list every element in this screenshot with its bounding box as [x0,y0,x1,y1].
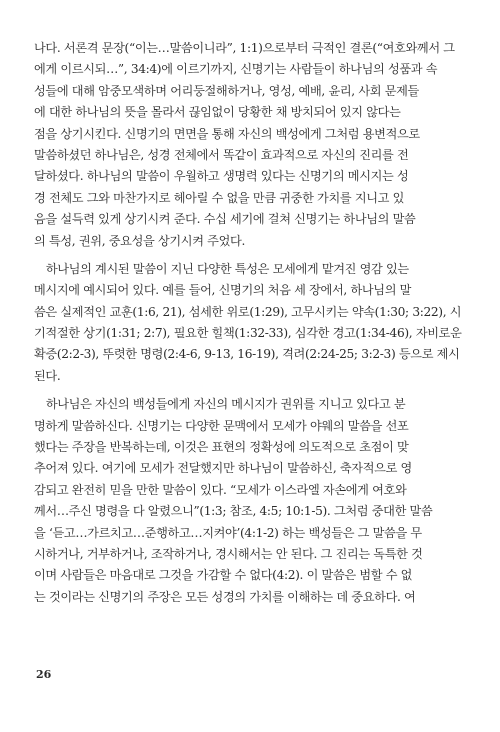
text-line: 께서…주신 명령을 다 알렸으니”(1:3; 참조, 4:5; 10:1-5). 그처럼 중대한 말씀 [34,504,433,519]
paragraph-gap [34,252,470,259]
text-line: 하나님은 자신의 백성들에게 자신의 메시지가 권위를 지니고 있다고 분 [34,397,406,412]
text-line: 된다. [34,368,61,383]
text-line: 시하거나, 거부하거나, 조작하거나, 경시해서는 안 된다. 그 진리는 독특한 것 [34,546,423,561]
page-number: 26 [36,668,52,681]
text-line: 음을 설득력 있게 상기시켜 준다. 수십 세기에 걸쳐 신명기는 하나님의 말씀 [34,212,416,227]
text-line: 메시지에 예시되어 있다. 예를 들어, 신명기의 처음 세 장에서, 하나님의 말 [34,283,412,298]
paragraph-3 [34,394,470,608]
text-line: 점을 상기시킨다. 신명기의 면면을 통해 자신의 백성에게 그처럼 용변적으로 [34,126,420,141]
text-line: 는 것이라는 신명기의 주장은 모든 성경의 가치를 이해하는 데 중요하다. 여 [34,589,416,604]
text-line: 경 전체도 그와 마찬가지로 헤아릴 수 없을 만큼 귀중한 가치를 지니고 있 [34,190,405,205]
page-body [34,38,470,608]
paragraph-1 [34,38,470,252]
text-line: 추어져 있다. 여기에 모세가 전달했지만 하나님이 말씀하신, 축자적으로 영 [34,461,412,476]
text-line: 을 ‘듣고…가르치고…준행하고…지켜야’(4:1-2) 하는 백성들은 그 말씀을 무 [34,525,422,540]
text-line: 달하셨다. 하나님의 말씀이 우월하고 생명력 있다는 신명기의 메시지는 성 [34,169,409,184]
text-line: 확증(2:2-3), 뚜렷한 명령(2:4-6, 9-13, 16-19), 격려(2:24-25; 3:2-3) 등으로 제시 [34,347,460,362]
paragraph-gap [34,387,470,394]
text-line: 말씀하셨던 하나님은, 성경 전체에서 똑같이 효과적으로 자신의 진리를 전 [34,147,409,162]
text-line: 하나님의 계시된 말씀이 지닌 다양한 특성은 모세에게 맡겨진 영감 있는 [34,261,409,276]
text-line: 명하게 말씀하신다. 신명기는 다양한 문맥에서 모세가 야웨의 말씀을 선포 [34,418,409,433]
text-line: 에게 이르시되…”, 34:4)에 이르기까지, 신명기는 사람들이 하나님의 성품과 속 [34,62,438,77]
text-line: 성들에 대해 암중모색하며 어리둥절해하거나, 영성, 예배, 윤리, 사회 문제들 [34,83,419,98]
paragraph-2 [34,259,470,387]
text-line: 의 특성, 권위, 중요성을 상기시켜 주었다. [34,233,245,248]
text-line: 기적절한 상기(1:31; 2:7), 필요한 힐책(1:32-33), 심각한 경고(1:34-46), 자비로운 [34,326,462,341]
text-line: 이며 사람들은 마음대로 그것을 가감할 수 없다(4:2). 이 말씀은 범할 수 없 [34,568,413,583]
text-line: 감되고 완전히 믿을 만한 말씀이 있다. “모세가 이스라엘 자손에게 여호와 [34,482,407,497]
text-line: 나다. 서론격 문장(“이는…말씀이니라”, 1:1)으로부터 극적인 결론(“여호와께서 그 [34,41,455,55]
text-line: 했다는 주장을 반복하는데, 이것은 표현의 정확성에 의도적으로 초점이 맞 [34,440,409,455]
text-line: 씀은 실제적인 교훈(1:6, 21), 섬세한 위로(1:29), 고무시키는 약속(1:30; 3:22), 시 [34,304,462,319]
text-line: 에 대한 하나님의 뜻을 몰라서 끊임없이 당황한 채 방치되어 있지 않다는 [34,105,401,120]
